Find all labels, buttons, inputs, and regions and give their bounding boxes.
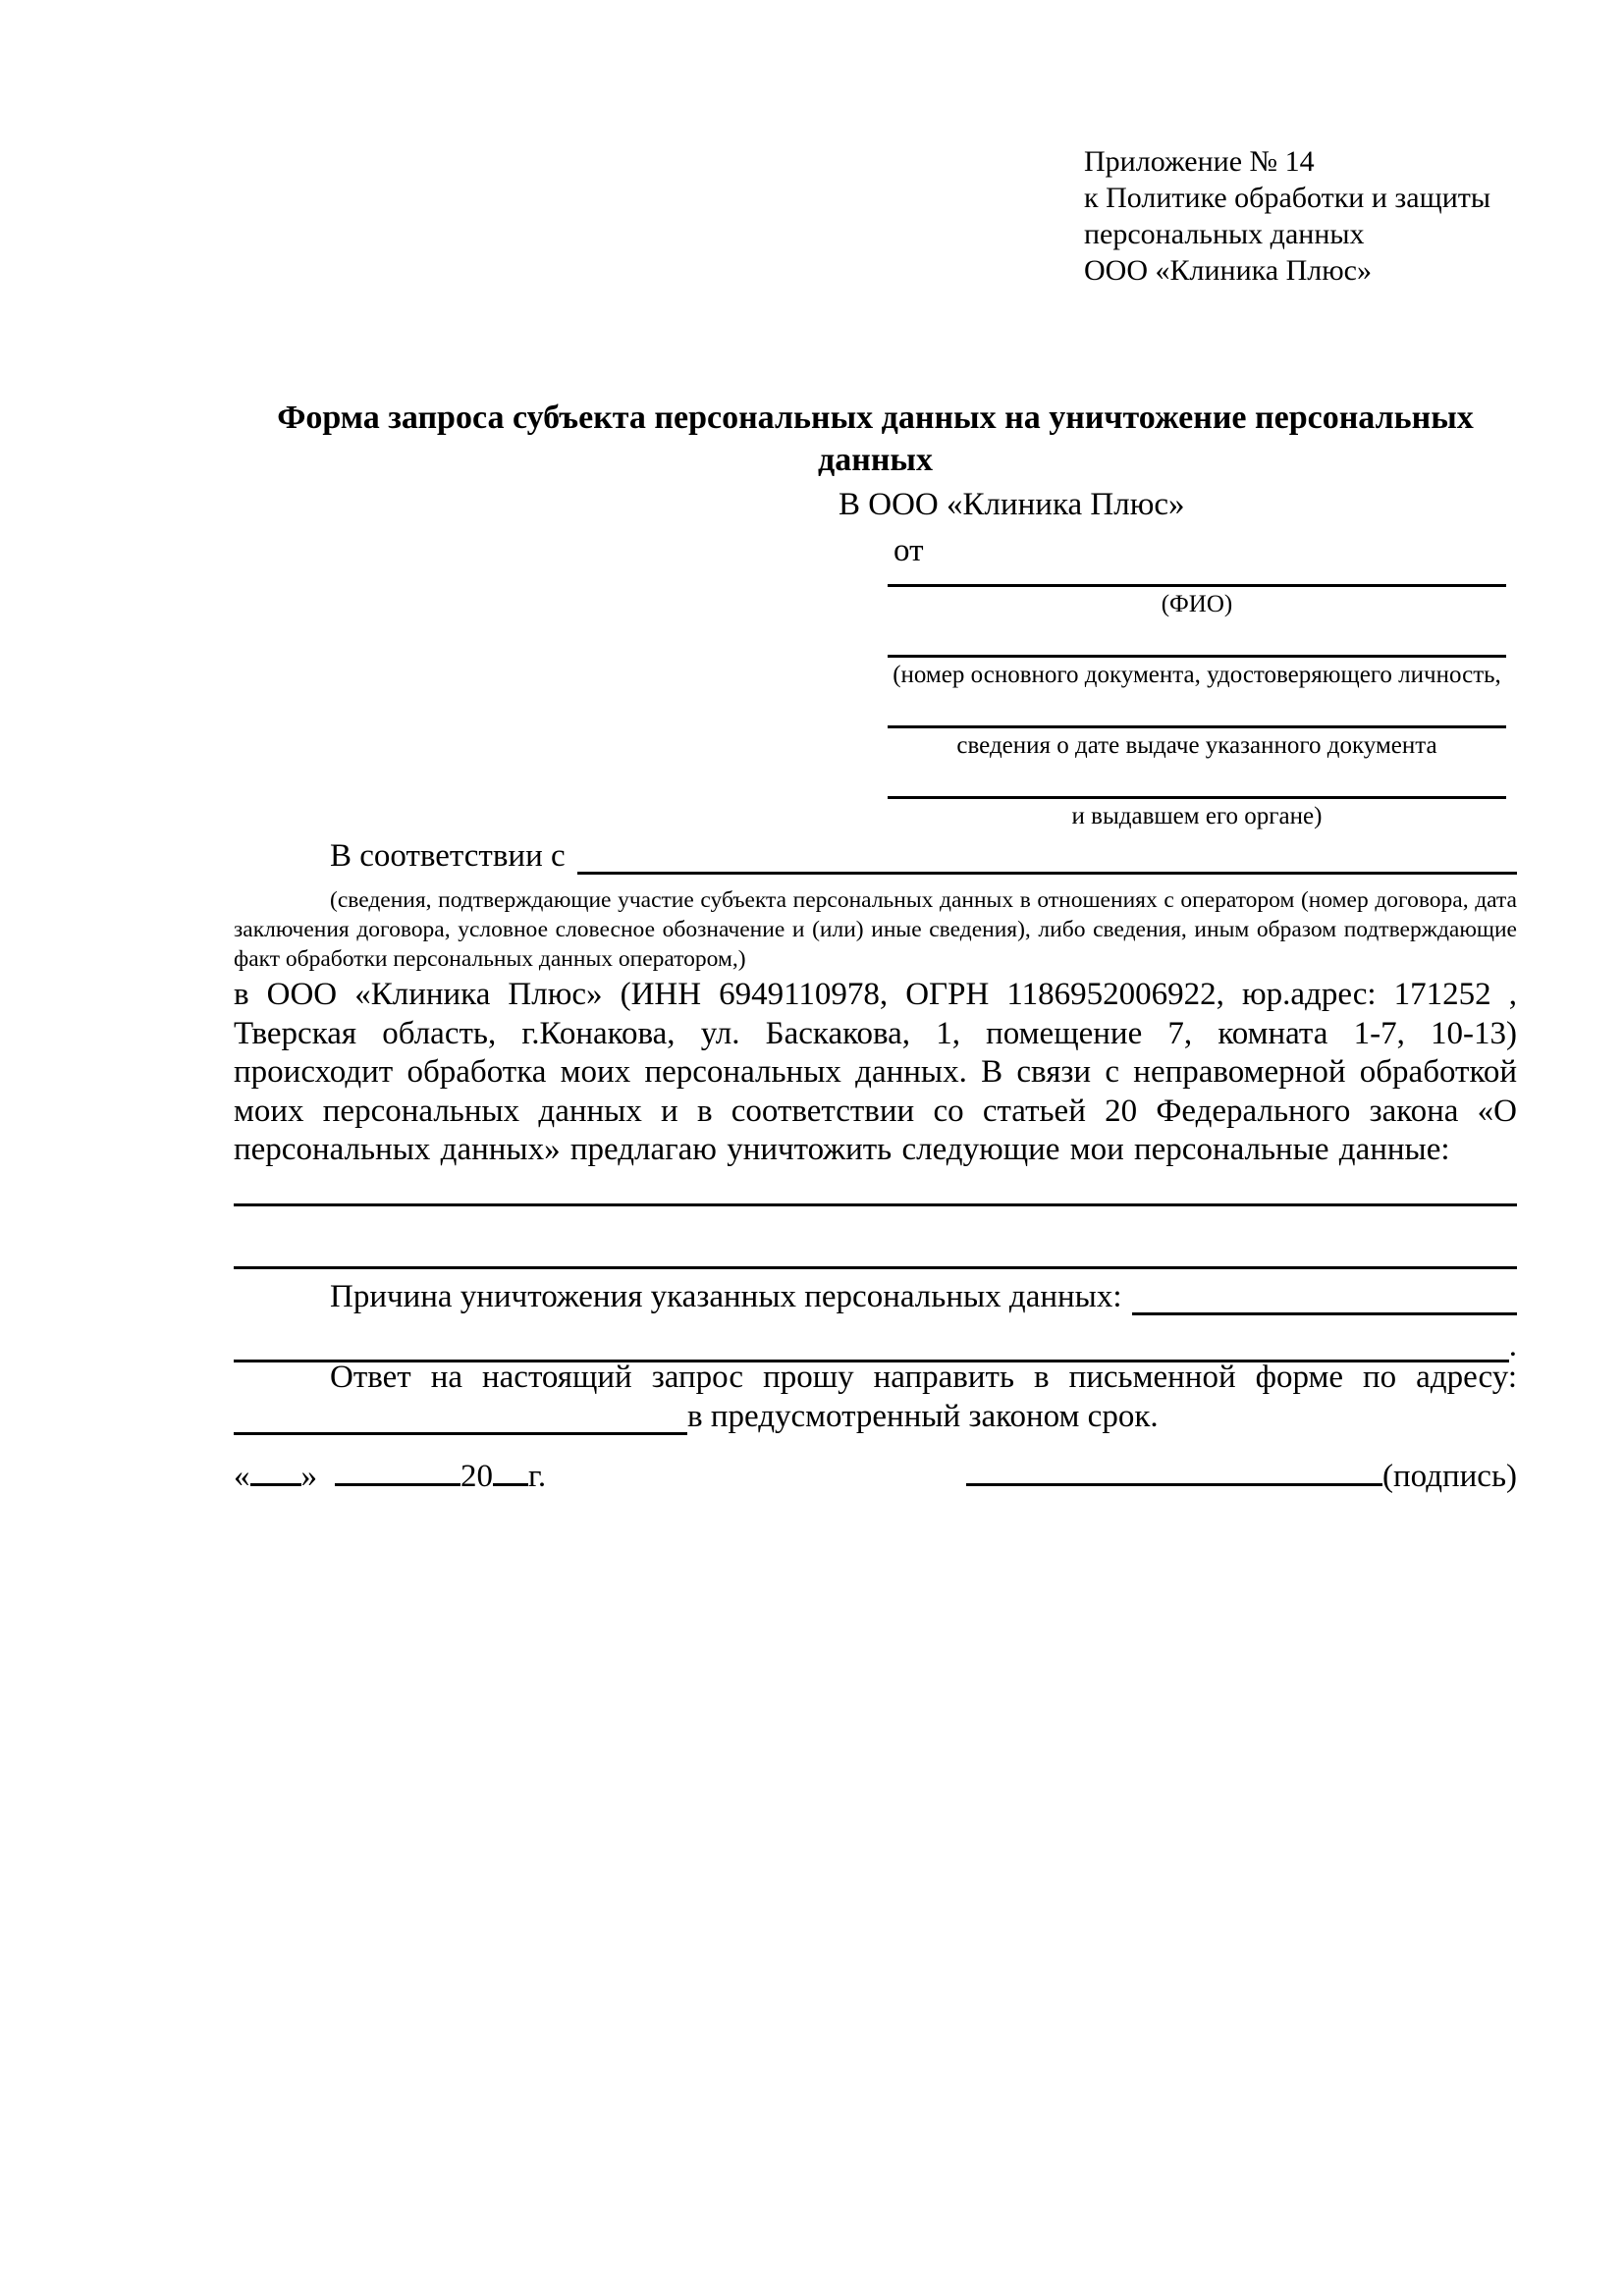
date-day-field-line <box>250 1451 301 1486</box>
data-to-destroy-line-1 <box>234 1203 1517 1206</box>
doc-issuer-field-line <box>888 796 1506 799</box>
term-text: в предусмотренный законом срок. <box>687 1399 1159 1434</box>
date-year-prefix: 20 <box>460 1459 493 1494</box>
body-paragraph: в ООО «Клиника Плюс» (ИНН 6949110978, ОГРН 1186952006922, юр.адрес: 171252 , Тверская область, г.Конакова, ул. Баскакова, 1, помещение 7, комната 1-7, 10-13) происходит обработка моих персональных данных. В связи с неправомерной обработкой моих персональных данных и в соответствии со статьей 20 Федерального закона «О персональных данных» предлагаю уничтожить следующие мои персональные данные: <box>234 977 1517 1167</box>
doc-number-caption: (номер основного документа, удостоверяющего личность, <box>893 662 1501 688</box>
date-open-quote: « <box>234 1459 250 1494</box>
reason-row <box>330 1279 1517 1315</box>
appendix-number-line: Приложение № 14 <box>1084 145 1315 178</box>
sentence-period: . <box>1508 1328 1517 1363</box>
accordance-row <box>330 838 1517 875</box>
policy-reference-line: к Политике обработки и защиты <box>1084 182 1491 214</box>
company-name-line: ООО «Клиника Плюс» <box>1084 254 1372 287</box>
date-year-suffix: г. <box>528 1459 547 1494</box>
answer-request-paragraph: Ответ на настоящий запрос прошу направить в письменной форме по адресу: <box>330 1360 1517 1395</box>
from-label: от <box>893 533 924 568</box>
accordance-label: В соответствии с <box>330 838 566 874</box>
accordance-note: (сведения, подтверждающие участие субъекта персональных данных в отношениях с оператором (номер договора, дата заключения договора, условное словесное обозначение и (или) иные сведения), либо сведения, иным образом подтверждающие факт обработки персональных данных оператором,) <box>234 887 1517 972</box>
signature-row <box>966 1451 1517 1495</box>
date-close-quote: » <box>300 1459 317 1494</box>
reason-label: Причина уничтожения указанных персональных данных: <box>330 1279 1122 1314</box>
form-title: Форма запроса субъекта персональных данных на уничтожение персональных данных <box>277 400 1474 478</box>
appendix-header <box>1084 143 1490 289</box>
date-year-field-line <box>493 1451 528 1486</box>
date-month-field-line <box>335 1451 460 1486</box>
reason-continuation-row <box>234 1323 1517 1362</box>
policy-reference-line-2: персональных данных <box>1084 218 1365 250</box>
doc-number-field-line <box>888 655 1506 658</box>
doc-issue-date-caption: сведения о дате выдаче указанного документа <box>956 732 1437 759</box>
signature-caption: (подпись) <box>1382 1459 1517 1494</box>
accordance-field-line <box>577 841 1517 875</box>
reason-field-line <box>1132 1282 1517 1315</box>
answer-address-field-line <box>234 1402 687 1435</box>
signature-field-line <box>966 1451 1382 1486</box>
doc-issue-date-field-line <box>888 725 1506 728</box>
fio-field-line <box>888 584 1506 587</box>
answer-address-row <box>234 1399 1517 1435</box>
fio-caption: (ФИО) <box>1161 591 1233 617</box>
data-to-destroy-line-2 <box>234 1266 1517 1269</box>
doc-issuer-caption: и выдавшем его органе) <box>1071 803 1323 829</box>
addressee-line: В ООО «Клиника Плюс» <box>839 487 1185 522</box>
date-row <box>234 1451 546 1495</box>
